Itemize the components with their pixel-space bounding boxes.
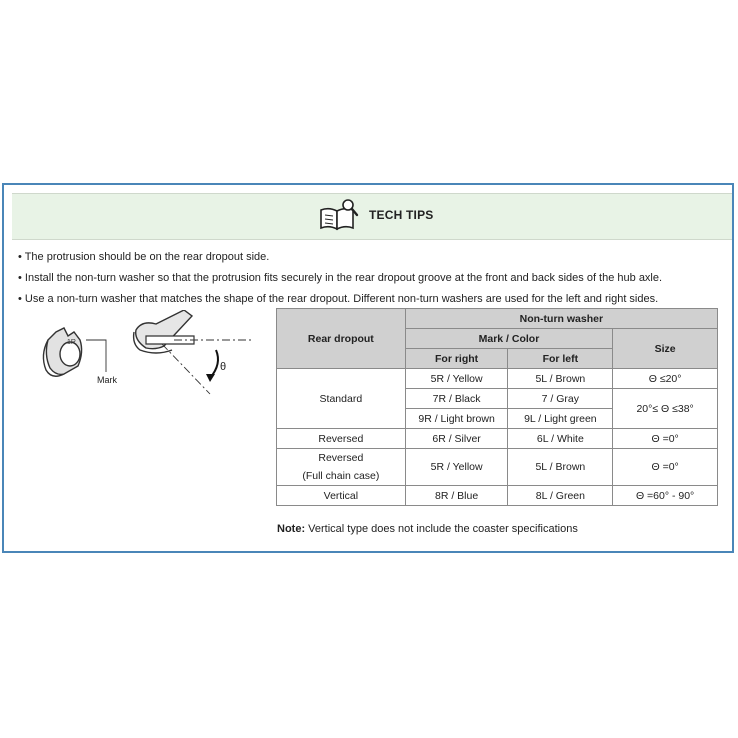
tips-list — [18, 247, 728, 310]
tip-item: • Use a non-turn washer that matches the shape of the rear dropout. Different non-turn washers are used for the left and right sides. — [18, 293, 659, 305]
header-non-turn-washer: Non-turn washer — [405, 309, 717, 329]
header-size: Size — [613, 329, 718, 369]
row-label-vertical: Vertical — [277, 486, 406, 506]
cell-right: 7R / Black — [405, 389, 508, 409]
header-for-right: For right — [405, 349, 508, 369]
cell-left: 5L / Brown — [508, 369, 613, 389]
table-row — [277, 449, 718, 486]
dropout-drawing — [134, 310, 254, 394]
cell-right: 9R / Light brown — [405, 409, 508, 429]
table-row — [277, 429, 718, 449]
book-magnifier-icon — [317, 198, 361, 234]
cell-size: 20°≤ Θ ≤38° — [613, 389, 718, 429]
row-label-reversed: Reversed — [277, 429, 406, 449]
cell-size: Θ =60° - 90° — [613, 486, 718, 506]
cell-left: 5L / Brown — [508, 449, 613, 486]
note-text: Vertical type does not include the coaster specifications — [305, 523, 578, 535]
header-mark-color: Mark / Color — [405, 329, 613, 349]
header-rear-dropout: Rear dropout — [277, 309, 406, 369]
tech-tips-panel — [2, 183, 734, 553]
row-label-line: (Full chain case) — [302, 470, 380, 482]
cell-right: 6R / Silver — [405, 429, 508, 449]
row-label-line: Reversed — [318, 452, 364, 464]
svg-text:1R: 1R — [67, 339, 76, 346]
cell-size: Θ ≤20° — [613, 369, 718, 389]
mark-label: Mark — [97, 375, 117, 385]
row-label-standard: Standard — [277, 369, 406, 429]
washer-illustration — [34, 310, 270, 402]
table-row — [277, 486, 718, 506]
cell-right: 5R / Yellow — [405, 449, 508, 486]
tip-item: • Install the non-turn washer so that the protrusion fits securely in the rear dropout groove at the front and back sides of the hub axle. — [18, 272, 663, 284]
header-for-left: For left — [508, 349, 613, 369]
washer-diagram — [34, 310, 270, 402]
cell-left: 7 / Gray — [508, 389, 613, 409]
note-label: Note: — [277, 523, 306, 535]
mark-leader — [86, 340, 106, 372]
table-row — [277, 369, 718, 389]
non-turn-washer-table — [276, 308, 718, 506]
tech-tips-header — [12, 193, 732, 240]
cell-left: 6L / White — [508, 429, 613, 449]
washer-drawing — [43, 328, 81, 376]
tip-item: • The protrusion should be on the rear dropout side. — [18, 251, 270, 263]
table-note — [277, 523, 578, 535]
tech-tips-title: TECH TIPS — [369, 208, 434, 222]
row-label-reversed-full — [277, 449, 406, 486]
cell-size: Θ =0° — [613, 429, 718, 449]
cell-size: Θ =0° — [613, 449, 718, 486]
cell-left: 8L / Green — [508, 486, 613, 506]
angle-label: θ — [220, 361, 227, 373]
cell-right: 5R / Yellow — [405, 369, 508, 389]
cell-right: 8R / Blue — [405, 486, 508, 506]
cell-left: 9L / Light green — [508, 409, 613, 429]
